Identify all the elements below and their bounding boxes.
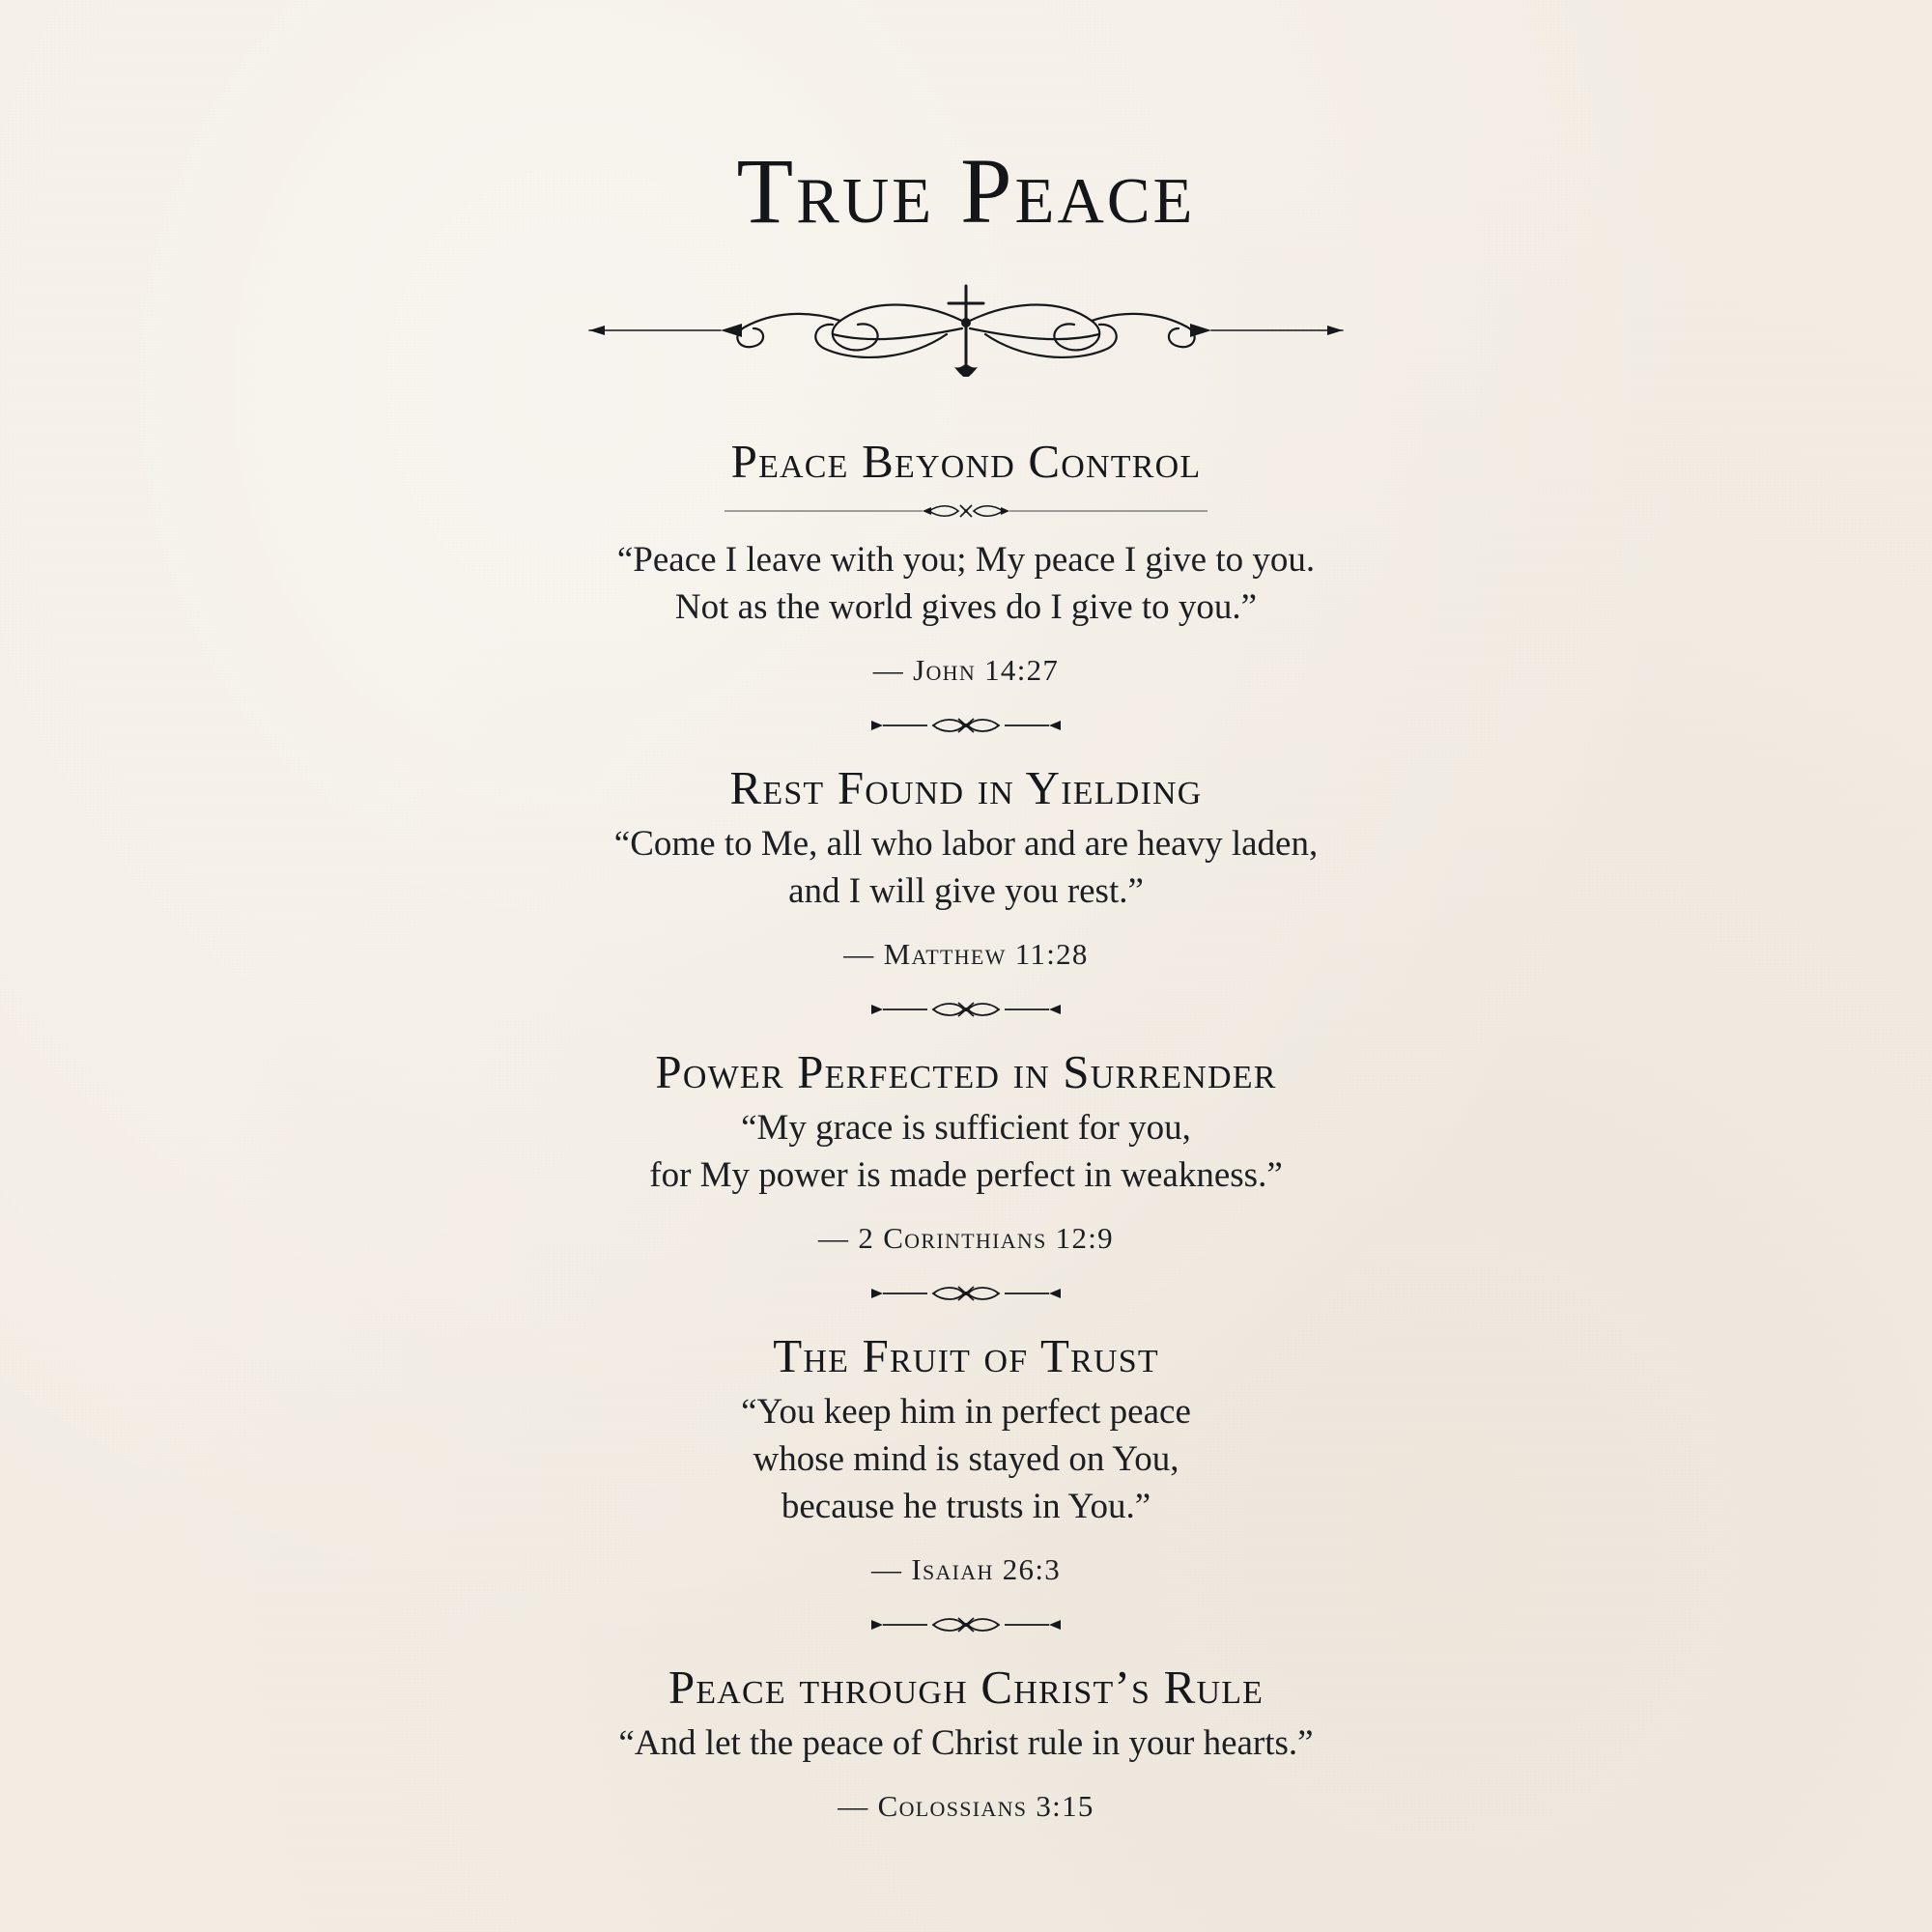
- section-heading: Rest Found in Yielding: [729, 761, 1203, 814]
- verse-section: [464, 1329, 1468, 1587]
- verse-reference: — Isaiah 26:3: [870, 1551, 1062, 1586]
- section-heading: Peace through Christ’s Rule: [668, 1660, 1264, 1714]
- verse-text: [464, 537, 1468, 632]
- section-heading: Power Perfected in Surrender: [655, 1045, 1277, 1098]
- section-heading: Peace Beyond Control: [730, 435, 1202, 488]
- verse-section: [464, 761, 1468, 972]
- verse-line: “And let the peace of Christ rule in your hearts.”: [618, 1723, 1314, 1764]
- verse-line: because he trusts in You.”: [781, 1487, 1151, 1526]
- heading-rule-ornament-icon: [724, 500, 1208, 522]
- verse-line: “You keep him in perfect peace: [741, 1392, 1191, 1433]
- verse-text: [464, 1720, 1468, 1768]
- section-divider-ornament-icon: [869, 713, 1063, 738]
- verse-section: [464, 1661, 1468, 1824]
- verse-reference: — John 14:27: [872, 653, 1060, 687]
- filigree-flourish-with-cross-icon: [531, 270, 1401, 377]
- section-divider-ornament-icon: [869, 1612, 1063, 1637]
- verse-section: [464, 1045, 1468, 1256]
- verse-line: “Peace I leave with you; My peace I give to you.: [616, 540, 1316, 581]
- verse-line: “My grace is sufficient for you,: [741, 1108, 1191, 1149]
- verse-text: [464, 1105, 1468, 1200]
- verse-text: [464, 1389, 1468, 1530]
- verse-section: [464, 435, 1468, 688]
- page-title: True Peace: [736, 139, 1196, 242]
- verse-line: whose mind is stayed on You,: [753, 1439, 1179, 1480]
- verse-line: and I will give you rest.”: [788, 871, 1144, 912]
- verse-line: “Come to Me, all who labor and are heavy laden,: [613, 824, 1319, 865]
- verse-line: for My power is made perfect in weakness.”: [649, 1155, 1283, 1196]
- verse-reference: — 2 Corinthians 12:9: [818, 1221, 1114, 1255]
- section-heading: The Fruit of Trust: [773, 1329, 1159, 1382]
- verse-sections: [464, 435, 1468, 1824]
- verse-text: [464, 821, 1468, 916]
- section-divider-ornament-icon: [869, 1281, 1063, 1306]
- verse-line: Not as the world gives do I give to you.”: [674, 587, 1258, 628]
- verse-reference: — Colossians 3:15: [838, 1789, 1094, 1823]
- section-divider-ornament-icon: [869, 997, 1063, 1022]
- verse-reference: — Matthew 11:28: [843, 937, 1089, 971]
